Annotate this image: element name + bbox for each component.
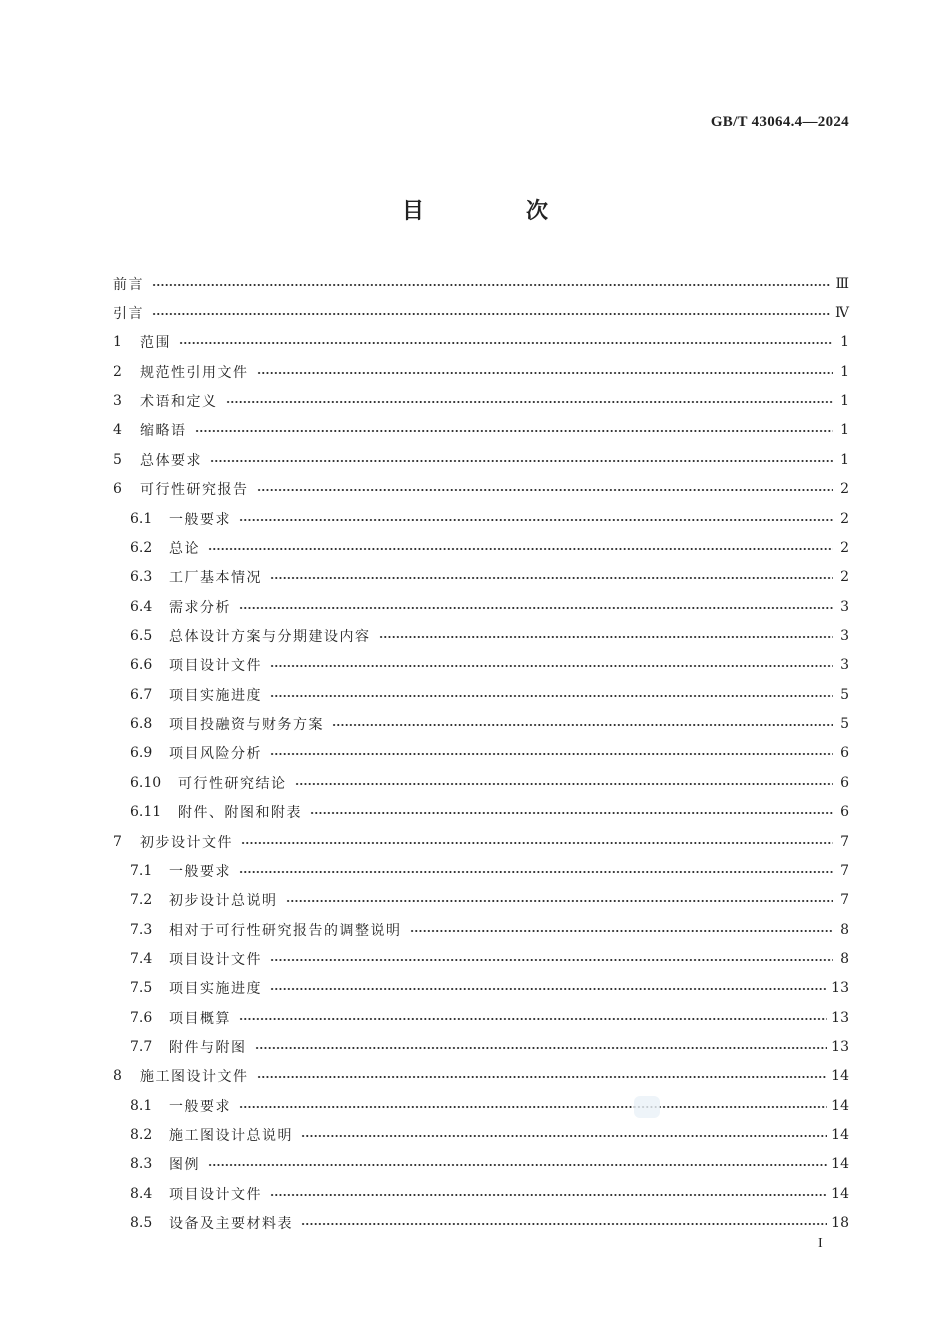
toc-entry[interactable] <box>113 416 849 445</box>
toc-entry-page: Ⅲ <box>835 275 849 292</box>
toc-entry[interactable] <box>113 1120 849 1149</box>
toc-entry-label: 需求分析 <box>169 599 231 616</box>
toc-entry-number: 1 <box>113 334 122 351</box>
toc-leader-dots <box>208 542 833 556</box>
toc-entry-page: 3 <box>840 627 849 644</box>
toc-entry[interactable] <box>113 1032 849 1061</box>
toc-entry[interactable] <box>113 1150 849 1179</box>
toc-entry[interactable] <box>113 856 849 885</box>
toc-leader-dots <box>410 924 834 938</box>
toc-entry-page: 3 <box>840 657 849 674</box>
toc-entry-label: 工厂基本情况 <box>169 570 262 587</box>
toc-leader-dots <box>270 571 833 585</box>
toc-entry-page: 7 <box>840 892 849 909</box>
toc-entry[interactable] <box>113 1062 849 1091</box>
toc-entry-page: Ⅳ <box>835 305 849 322</box>
toc-leader-dots <box>208 1158 827 1172</box>
toc-leader-dots <box>152 278 831 292</box>
toc-entry-label: 初步设计总说明 <box>169 893 278 910</box>
toc-leader-dots <box>257 366 834 380</box>
toc-entry[interactable] <box>113 709 849 738</box>
toc-entry-page: 1 <box>840 363 849 380</box>
toc-leader-dots <box>241 836 833 850</box>
toc-entry-label: 规范性引用文件 <box>140 364 249 381</box>
toc-entry-label: 图例 <box>169 1157 200 1174</box>
toc-leader-dots <box>210 454 833 468</box>
toc-entry[interactable] <box>113 328 849 357</box>
toc-entry-number: 8.4 <box>130 1185 153 1202</box>
toc-entry-page: 7 <box>840 862 849 879</box>
toc-entry-label: 术语和定义 <box>140 394 218 411</box>
toc-entry-label: 总体设计方案与分期建设内容 <box>169 628 371 645</box>
toc-entry-page: 1 <box>840 334 849 351</box>
toc-entry-number: 7.3 <box>130 921 153 938</box>
toc-entry-page: 5 <box>840 716 849 733</box>
toc-entry-number: 7.5 <box>130 980 153 997</box>
toc-leader-dots <box>226 395 834 409</box>
toc-entry-label: 可行性研究结论 <box>178 775 287 792</box>
toc-entry-page: 2 <box>840 539 849 556</box>
toc-entry-label: 一般要求 <box>169 863 231 880</box>
toc-entry[interactable] <box>113 357 849 386</box>
toc-entry-label: 项目设计文件 <box>169 951 262 968</box>
toc-leader-dots <box>270 953 833 967</box>
toc-entry-page: 1 <box>840 422 849 439</box>
toc-entry-number: 7.1 <box>130 862 153 879</box>
watermark-logo <box>634 1096 660 1118</box>
toc-entry-number: 6.7 <box>130 686 153 703</box>
toc-entry-number: 6.11 <box>130 804 162 821</box>
toc-leader-dots <box>270 747 833 761</box>
toc-entry-number: 7.6 <box>130 1009 153 1026</box>
toc-leader-dots <box>332 718 833 732</box>
toc-entry[interactable] <box>113 944 849 973</box>
toc-entry[interactable] <box>113 680 849 709</box>
toc-entry-label: 附件与附图 <box>169 1040 247 1057</box>
toc-entry[interactable] <box>113 504 849 533</box>
toc-entry-label: 一般要求 <box>169 1098 231 1115</box>
toc-entry-label: 项目概算 <box>169 1010 231 1027</box>
toc-entry-number: 6.10 <box>130 774 162 791</box>
toc-entry-label: 引言 <box>113 306 144 323</box>
toc-leader-dots <box>152 307 831 321</box>
page-title: 目 次 <box>401 199 588 224</box>
toc-entry[interactable] <box>113 269 849 298</box>
toc-entry-label: 可行性研究报告 <box>140 482 249 499</box>
toc-entry-number: 6.4 <box>130 598 153 615</box>
toc-entry-page: 6 <box>840 745 849 762</box>
toc-entry[interactable] <box>113 445 849 474</box>
toc-entry-number: 7.2 <box>130 892 153 909</box>
toc-leader-dots <box>239 865 833 879</box>
toc-entry-number: 6.8 <box>130 716 153 733</box>
toc-entry[interactable] <box>113 563 849 592</box>
toc-entry[interactable] <box>113 974 849 1003</box>
toc-entry-page: 6 <box>840 804 849 821</box>
toc-leader-dots <box>295 777 834 791</box>
toc-leader-dots <box>270 1188 827 1202</box>
toc-leader-dots <box>255 1041 828 1055</box>
toc-entry-number: 6 <box>113 481 122 498</box>
toc-entry-label: 施工图设计总说明 <box>169 1128 293 1145</box>
toc-entry[interactable] <box>113 1179 849 1208</box>
toc-entry-page: 2 <box>840 569 849 586</box>
toc-leader-dots <box>239 513 833 527</box>
toc-entry-label: 项目实施进度 <box>169 981 262 998</box>
page-folio: I <box>818 1236 823 1251</box>
toc-entry-label: 相对于可行性研究报告的调整说明 <box>169 922 402 939</box>
toc-entry-label: 前言 <box>113 276 144 293</box>
toc-entry-page: 8 <box>840 950 849 967</box>
toc-entry-page: 1 <box>840 393 849 410</box>
toc-entry-number: 7 <box>113 833 122 850</box>
toc-entry[interactable] <box>113 621 849 650</box>
toc-entry-number: 6.5 <box>130 627 153 644</box>
toc-entry-number: 2 <box>113 363 122 380</box>
toc-entry[interactable] <box>113 768 849 797</box>
toc-entry-page: 6 <box>840 774 849 791</box>
toc-entry-page: 14 <box>831 1185 849 1202</box>
toc-entry-label: 附件、附图和附表 <box>178 805 302 822</box>
toc-leader-dots <box>239 1100 827 1114</box>
toc-leader-dots <box>301 1217 827 1231</box>
toc-entry[interactable] <box>113 386 849 415</box>
toc-entry-number: 8.5 <box>130 1215 153 1232</box>
toc-leader-dots <box>239 1012 827 1026</box>
toc-entry-label: 项目设计文件 <box>169 1186 262 1203</box>
toc-entry-page: 14 <box>831 1068 849 1085</box>
toc-entry-label: 项目投融资与财务方案 <box>169 717 324 734</box>
toc-entry[interactable] <box>113 533 849 562</box>
toc-entry-page: 1 <box>840 451 849 468</box>
toc-entry-page: 13 <box>831 980 849 997</box>
toc-entry-page: 14 <box>831 1097 849 1114</box>
toc-leader-dots <box>270 982 827 996</box>
toc-entry-number: 7.7 <box>130 1039 153 1056</box>
toc-leader-dots <box>379 630 834 644</box>
toc-entry[interactable] <box>113 475 849 504</box>
toc-entry[interactable] <box>113 298 849 327</box>
toc-entry-label: 初步设计文件 <box>140 834 233 851</box>
toc-entry-number: 6.3 <box>130 569 153 586</box>
toc-entry-page: 14 <box>831 1127 849 1144</box>
toc-entry-number: 8.3 <box>130 1156 153 1173</box>
toc-entry-page: 2 <box>840 510 849 527</box>
toc-entry[interactable] <box>113 827 849 856</box>
toc-entry-number: 8.1 <box>130 1097 153 1114</box>
toc-leader-dots <box>270 659 833 673</box>
toc-entry-label: 设备及主要材料表 <box>169 1216 293 1233</box>
toc-entry-number: 6.9 <box>130 745 153 762</box>
toc-leader-dots <box>286 894 834 908</box>
toc-entry-label: 总论 <box>169 540 200 557</box>
toc-leader-dots <box>257 1070 828 1084</box>
toc-entry[interactable] <box>113 1209 849 1238</box>
toc-entry-label: 缩略语 <box>140 423 187 440</box>
toc-entry-label: 项目实施进度 <box>169 687 262 704</box>
toc-entry-label: 范围 <box>140 335 171 352</box>
toc-entry-label: 总体要求 <box>140 452 202 469</box>
toc-entry[interactable] <box>113 886 849 915</box>
toc-entry-number: 5 <box>113 451 122 468</box>
toc-entry-page: 14 <box>831 1156 849 1173</box>
toc-entry-number: 8.2 <box>130 1127 153 1144</box>
toc-entry-page: 5 <box>840 686 849 703</box>
toc-entry-page: 13 <box>831 1009 849 1026</box>
toc-entry-number: 7.4 <box>130 950 153 967</box>
toc-leader-dots <box>179 336 833 350</box>
toc-entry[interactable] <box>113 797 849 826</box>
toc-entry[interactable] <box>113 651 849 680</box>
toc-leader-dots <box>301 1129 827 1143</box>
toc-entry-label: 项目设计文件 <box>169 658 262 675</box>
toc-entry[interactable] <box>113 1091 849 1120</box>
toc-entry-page: 7 <box>840 833 849 850</box>
toc-entry-page: 2 <box>840 481 849 498</box>
toc-leader-dots <box>257 483 834 497</box>
table-of-contents <box>113 269 849 1238</box>
toc-entry[interactable] <box>113 592 849 621</box>
toc-leader-dots <box>239 601 833 615</box>
standard-code: GB/T 43064.4—2024 <box>710 114 849 130</box>
toc-entry-page: 13 <box>831 1039 849 1056</box>
toc-entry-number: 8 <box>113 1068 122 1085</box>
toc-entry-label: 施工图设计文件 <box>140 1069 249 1086</box>
toc-entry-page: 18 <box>831 1215 849 1232</box>
toc-leader-dots <box>270 689 833 703</box>
toc-entry-page: 3 <box>840 598 849 615</box>
toc-entry[interactable] <box>113 915 849 944</box>
toc-entry-label: 一般要求 <box>169 511 231 528</box>
toc-entry-number: 3 <box>113 393 122 410</box>
toc-entry-number: 6.6 <box>130 657 153 674</box>
toc-entry-number: 6.2 <box>130 539 153 556</box>
toc-entry-page: 8 <box>840 921 849 938</box>
toc-entry[interactable] <box>113 1003 849 1032</box>
toc-leader-dots <box>195 424 834 438</box>
toc-entry[interactable] <box>113 739 849 768</box>
toc-leader-dots <box>310 806 833 820</box>
toc-entry-number: 6.1 <box>130 510 153 527</box>
toc-entry-number: 4 <box>113 422 122 439</box>
toc-entry-label: 项目风险分析 <box>169 746 262 763</box>
